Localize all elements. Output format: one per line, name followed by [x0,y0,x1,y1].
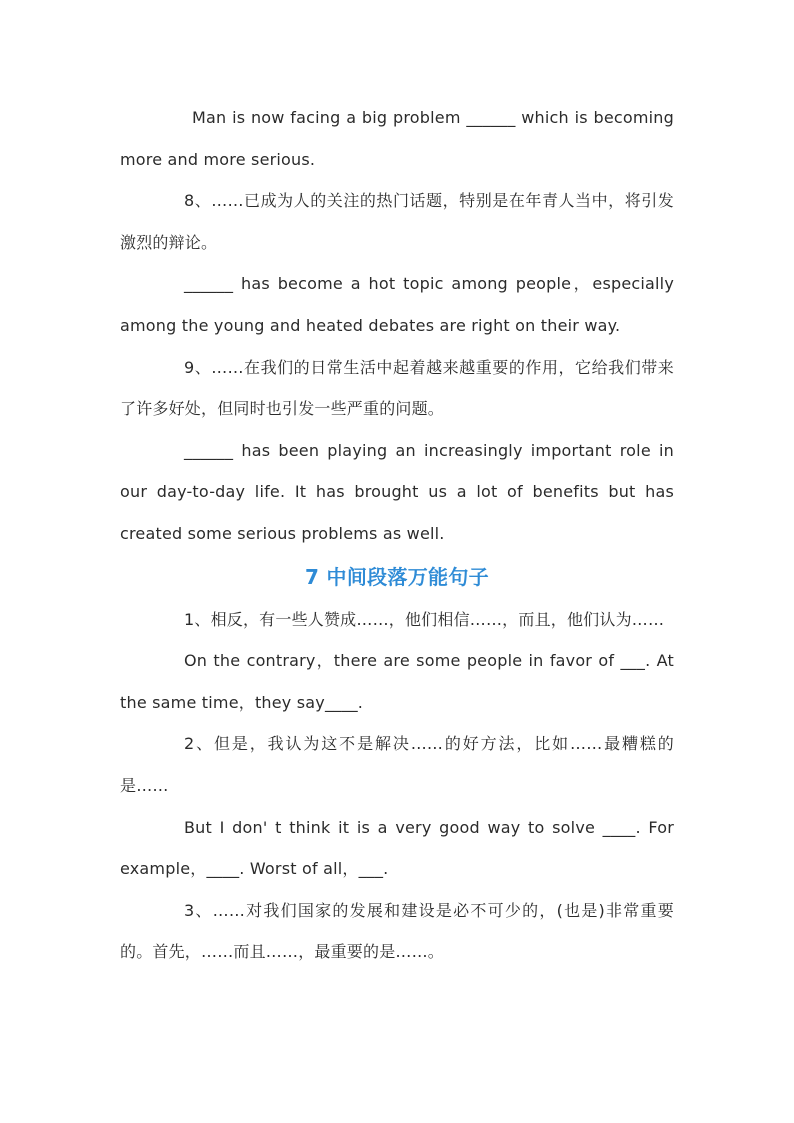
paragraph-item-9-english: ______ has been playing an increasingly important role in our day-to-day life. It has brought us a lot of benefits but has created some serious problems as well. [120,440,674,543]
paragraph-item-8-chinese: 8、……已成为人的关注的热门话题，特别是在年青人当中，将引发激烈的辩论。 [120,191,674,252]
paragraph-item-8-english: ______ has become a hot topic among people，especially among the young and heated debates are right on their way. [120,274,674,335]
section-heading: 7 中间段落万能句子 [305,564,489,589]
paragraph-english-problem: Man is now facing a big problem ______ which is becoming more and more serious. [120,108,674,169]
paragraph-item-9-chinese: 9、……在我们的日常生活中起着越来越重要的作用，它给我们带来了许多好处，但同时也引发一些严重的问题。 [120,357,674,419]
paragraph-item-2-english: But I don' t think it is a very good way to solve ____. For example，____. Worst of all，___. [120,817,674,879]
paragraph-item-2-chinese: 2、但是，我认为这不是解决……的好方法，比如……最糟糕的是…… [120,734,674,795]
document-page [120,97,674,973]
paragraph-item-3-chinese: 3、……对我们国家的发展和建设是必不可少的，(也是)非常重要的。首先，……而且……，最重要的是……。 [120,900,674,962]
paragraph-item-1-chinese: 1、相反，有一些人赞成……，他们相信……，而且，他们认为…… [184,609,665,629]
paragraph-item-1-english: On the contrary，there are some people in favor of ___. At the same time，they say____. [120,651,674,712]
